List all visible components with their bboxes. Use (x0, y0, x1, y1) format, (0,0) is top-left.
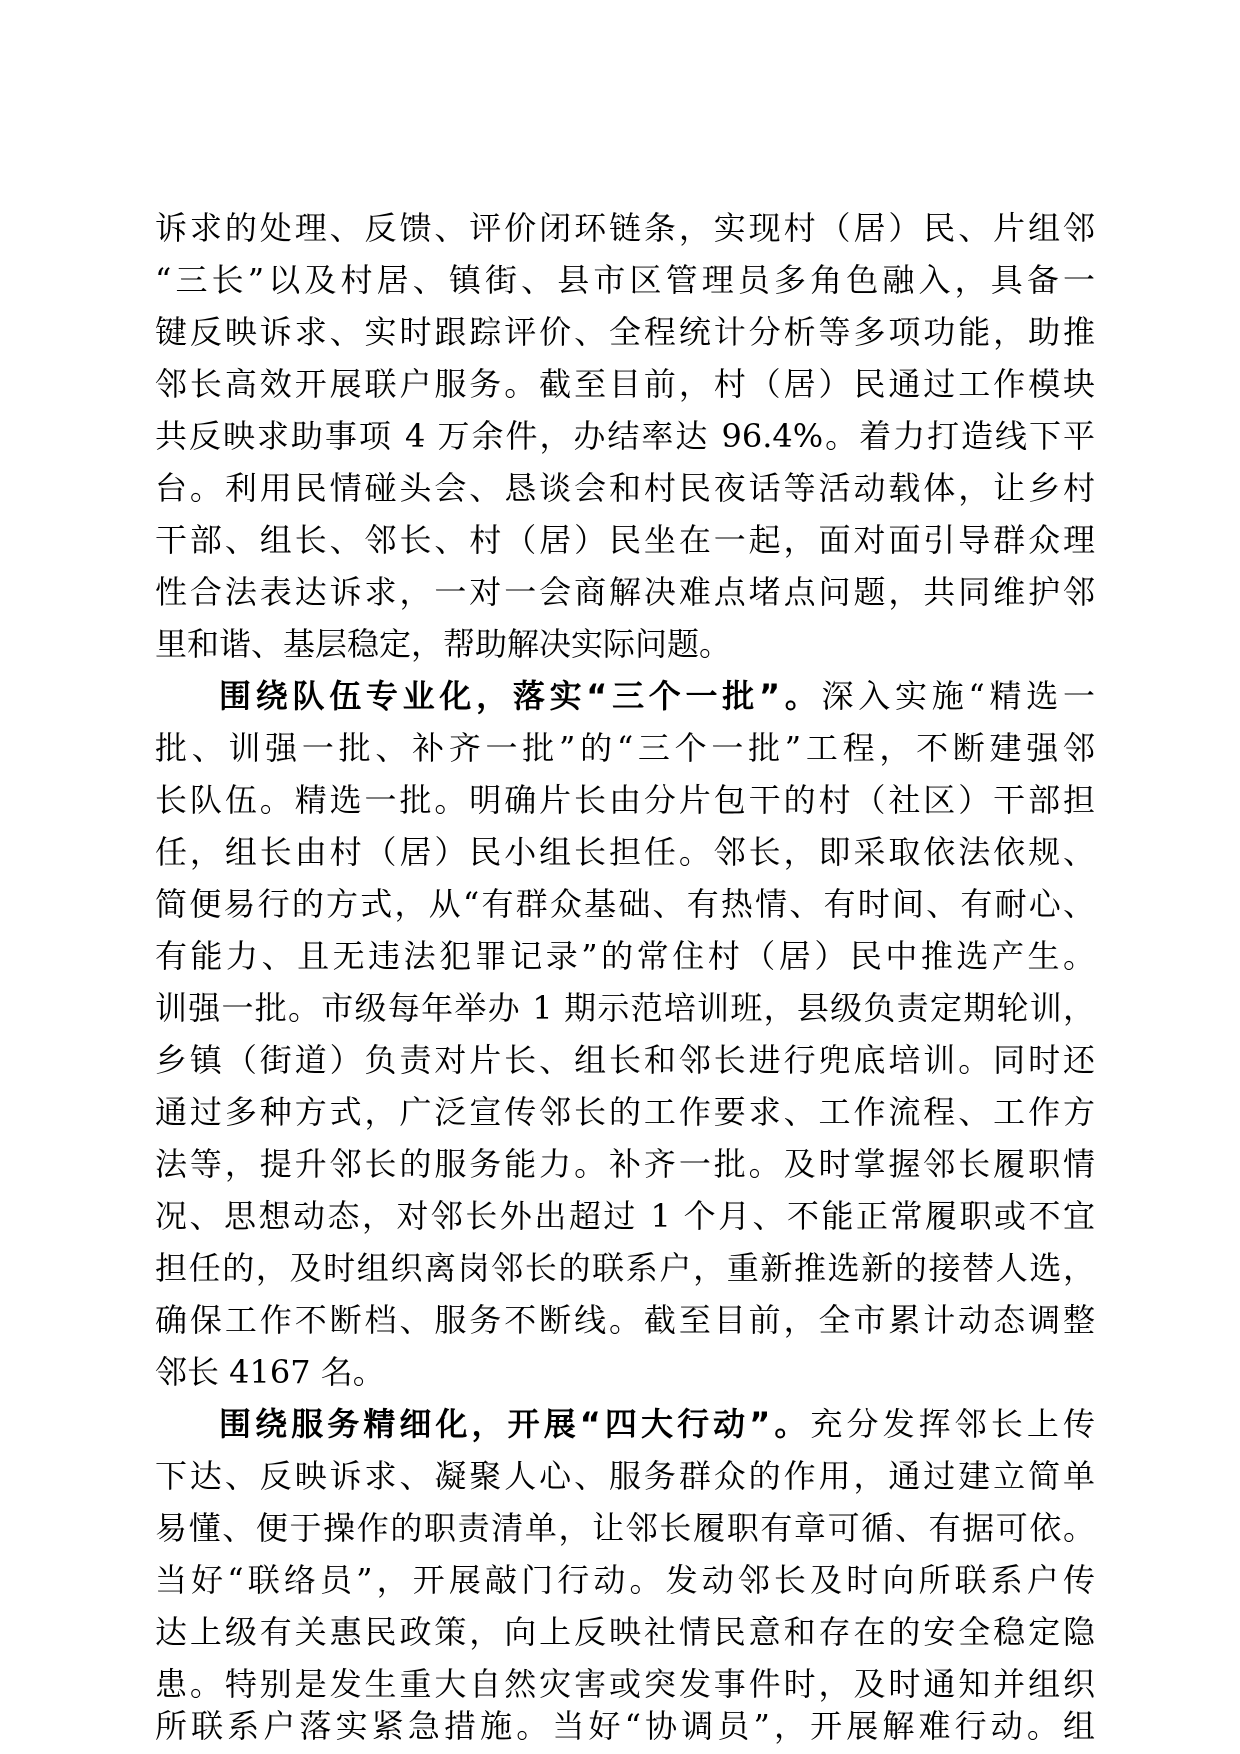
text-line: 干部、组长、邻长、村（居）民坐在一起，面对面引导群众理 (155, 521, 1095, 559)
text-line: 担任的，及时组织离岗邻长的联系户，重新推选新的接替人选， (155, 1249, 1095, 1287)
text-line: 长队伍。精选一批。明确片长由分片包干的村（社区）干部担 (155, 781, 1095, 819)
text-line: 邻长 4167 名。 (155, 1353, 385, 1391)
text-line: 下达、反映诉求、凝聚人心、服务群众的作用，通过建立简单 (155, 1457, 1095, 1495)
text-line: 患。特别是发生重大自然灾害或突发事件时，及时通知并组织 (155, 1665, 1095, 1703)
text-line: “三长”以及村居、镇街、县市区管理员多角色融入，具备一 (155, 261, 1095, 299)
text-line: 邻长高效开展联户服务。截至目前，村（居）民通过工作模块 (155, 365, 1095, 403)
text-run: 深入实施“精选一 (821, 677, 1095, 715)
text-line: 确保工作不断档、服务不断线。截至目前，全市累计动态调整 (155, 1301, 1095, 1339)
paragraph-first-line (219, 670, 1095, 722)
text-line: 法等，提升邻长的服务能力。补齐一批。及时掌握邻长履职情 (155, 1145, 1095, 1183)
paragraph-first-line (219, 1398, 1095, 1450)
text-line: 有能力、且无违法犯罪记录”的常住村（居）民中推选产生。 (155, 937, 1095, 975)
text-line: 任，组长由村（居）民小组长担任。邻长，即采取依法依规、 (155, 833, 1095, 871)
text-line: 批、训强一批、补齐一批”的“三个一批”工程，不断建强邻 (155, 729, 1095, 767)
paragraph-heading: 围绕队伍专业化，落实“三个一批”。 (219, 677, 822, 715)
text-line: 键反映诉求、实时跟踪评价、全程统计分析等多项功能，助推 (155, 313, 1095, 351)
text-line: 性合法表达诉求，一对一会商解决难点堵点问题，共同维护邻 (155, 573, 1095, 611)
text-line: 易懂、便于操作的职责清单，让邻长履职有章可循、有据可依。 (155, 1509, 1095, 1547)
paragraph-heading: 围绕服务精细化，开展“四大行动”。 (219, 1405, 811, 1443)
text-line: 共反映求助事项 4 万余件，办结率达 96.4%。着力打造线下平 (155, 417, 1095, 455)
text-line: 训强一批。市级每年举办 1 期示范培训班，县级负责定期轮训， (155, 989, 1095, 1027)
text-line: 当好“联络员”，开展敲门行动。发动邻长及时向所联系户传 (155, 1561, 1095, 1599)
text-line: 达上级有关惠民政策，向上反映社情民意和存在的安全稳定隐 (155, 1613, 1095, 1651)
text-line: 通过多种方式，广泛宣传邻长的工作要求、工作流程、工作方 (155, 1093, 1095, 1131)
text-line: 所联系户落实紧急措施。当好“协调员”，开展解难行动。组 (155, 1707, 1095, 1745)
text-run: 充分发挥邻长上传 (810, 1405, 1095, 1443)
text-line: 里和谐、基层稳定，帮助解决实际问题。 (155, 625, 732, 663)
text-line: 简便易行的方式，从“有群众基础、有热情、有时间、有耐心、 (155, 885, 1095, 923)
text-line: 台。利用民情碰头会、恳谈会和村民夜话等活动载体，让乡村 (155, 469, 1095, 507)
text-line: 乡镇（街道）负责对片长、组长和邻长进行兜底培训。同时还 (155, 1041, 1095, 1079)
text-line: 诉求的处理、反馈、评价闭环链条，实现村（居）民、片组邻 (155, 209, 1095, 247)
text-line: 况、思想动态，对邻长外出超过 1 个月、不能正常履职或不宜 (155, 1197, 1095, 1235)
